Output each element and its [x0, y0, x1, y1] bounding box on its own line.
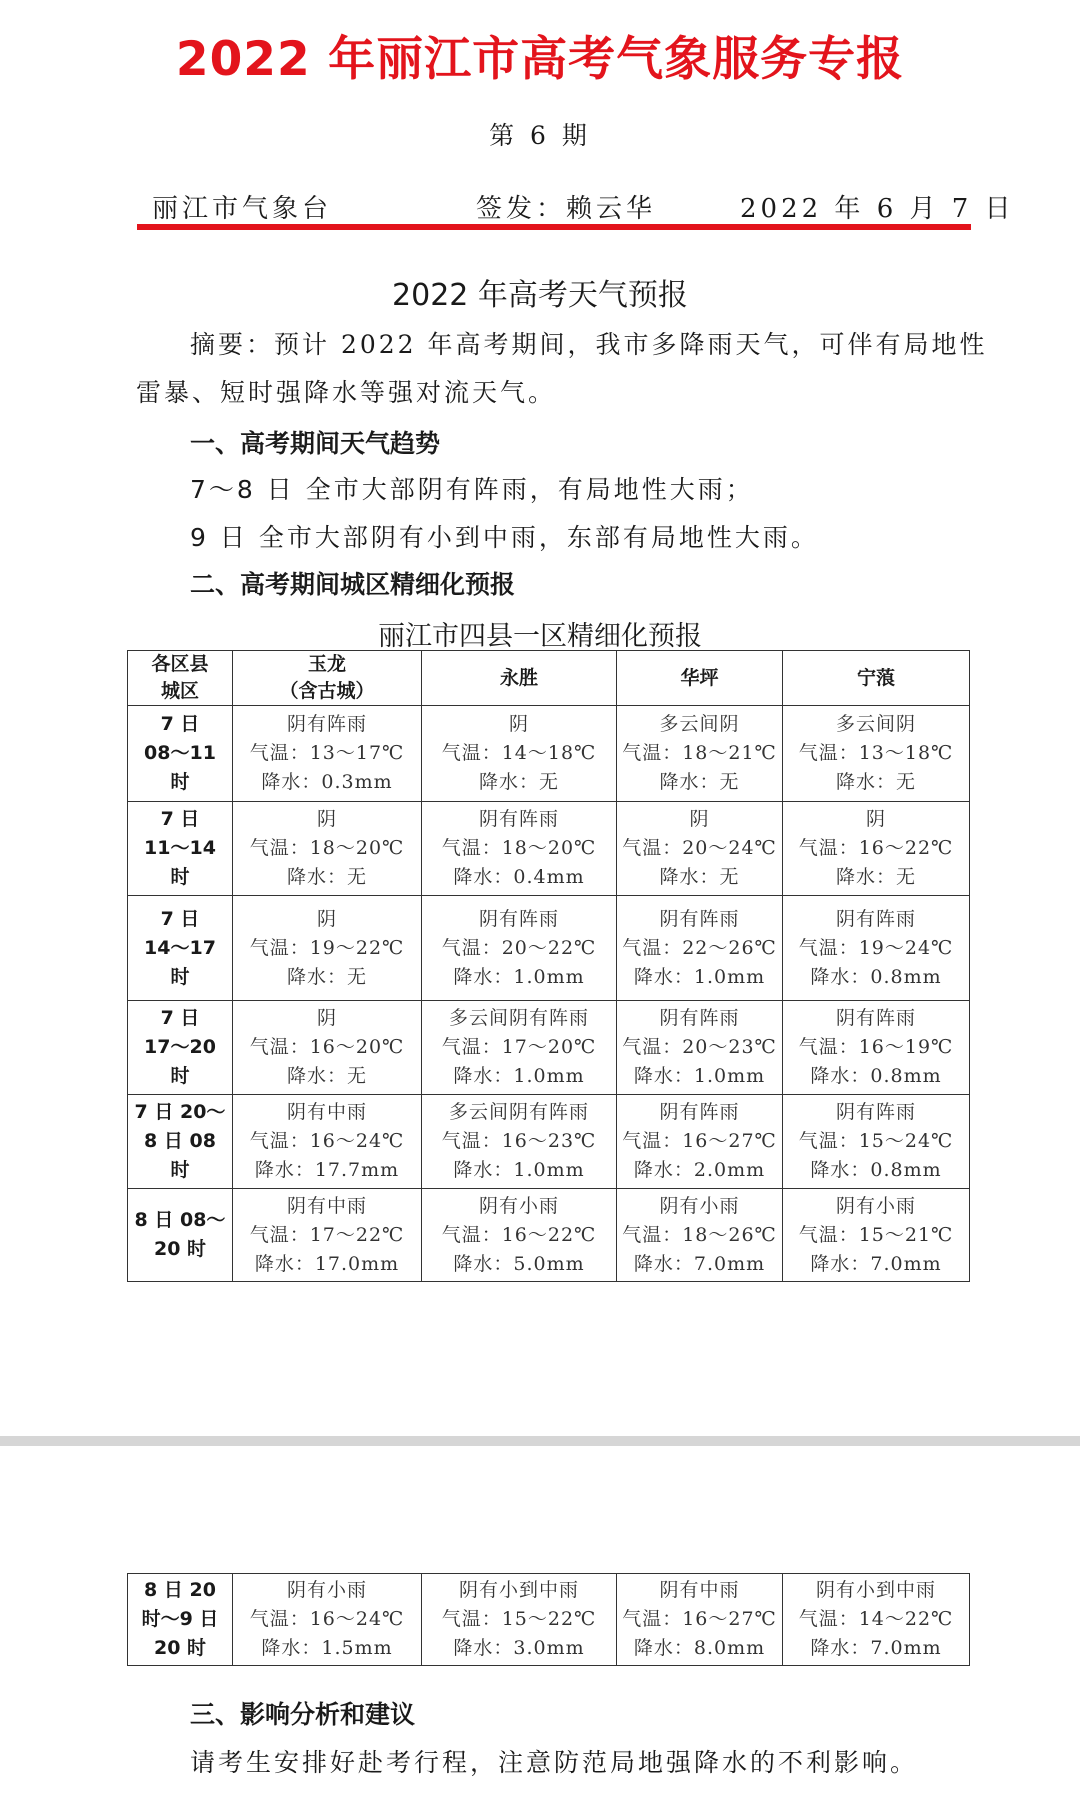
cell-line: 阴有阵雨 [659, 907, 740, 930]
cell-line: 8 日 20 [144, 1579, 216, 1601]
cell-line: 气温：20～22℃ [441, 936, 597, 959]
cell-line: 17～20 [144, 1036, 216, 1058]
cell-line: 多云间阴有阵雨 [448, 1007, 589, 1029]
forecast-cell [422, 1095, 617, 1189]
cell-line: 08～11 [144, 742, 216, 764]
cell-line: 7 日 20～ [134, 1101, 226, 1123]
time-period-cell [128, 1001, 233, 1095]
forecast-cell [783, 1001, 970, 1095]
forecast-cell [422, 706, 617, 802]
forecast-cell [617, 896, 783, 1001]
table-row [128, 802, 970, 896]
cell-line: 降水：无 [286, 965, 367, 988]
cell-line: 气温：18～20℃ [441, 837, 597, 859]
cell-line: 气温：15～22℃ [441, 1608, 597, 1630]
cell-line: 11～14 [144, 837, 216, 859]
cell-line: 降水：0.8mm [810, 1065, 942, 1087]
header-divider [137, 224, 971, 230]
time-period-cell [128, 896, 233, 1001]
cell-line: 阴有小到中雨 [458, 1579, 579, 1601]
cell-line: 气温：16～22℃ [798, 837, 954, 859]
cell-line: 气温：13～17℃ [249, 742, 405, 764]
trend-2-day: 9 日 [190, 523, 248, 552]
time-period-cell [128, 1095, 233, 1189]
cell-line: 阴有阵雨 [835, 1007, 916, 1029]
cell-line: 14～17 [144, 936, 216, 959]
cell-line: 气温：15～21℃ [798, 1223, 954, 1246]
cell-line: 气温：20～23℃ [622, 1036, 777, 1058]
cell-line: 时 [170, 866, 190, 888]
trend-1-text: 全市大部阴有阵雨，有局地性大雨； [305, 475, 754, 504]
cell-line: 降水：0.8mm [810, 1159, 942, 1181]
cell-line: 降水：0.8mm [810, 965, 942, 988]
signer: 签发：赖云华 [476, 194, 657, 224]
cell-line: 阴有阵雨 [835, 1101, 916, 1123]
forecast-cell [783, 1095, 970, 1189]
cell-line: 降水：无 [659, 771, 740, 793]
cell-line: 降水：3.0mm [453, 1637, 585, 1659]
cell-line: 降水：0.3mm [261, 771, 393, 793]
cell-line: 时 [170, 1065, 190, 1087]
cell-line: 阴有小到中雨 [815, 1579, 936, 1601]
cell-line: 8 日 08～ [134, 1209, 226, 1231]
cell-line: 降水：0.4mm [453, 866, 585, 888]
cell-line: 华坪 [680, 666, 719, 689]
cell-line: 气温：16～27℃ [622, 1130, 777, 1152]
cell-line: 降水：无 [835, 771, 916, 793]
cell-line: 宁蒗 [856, 666, 895, 689]
forecast-cell [783, 1189, 970, 1282]
cell-line: 气温：15～24℃ [798, 1130, 954, 1152]
cell-line: 降水：5.0mm [453, 1252, 585, 1275]
table-row [128, 1189, 970, 1282]
forecast-cell [233, 706, 422, 802]
cell-line: 永胜 [499, 666, 538, 689]
forecast-cell [617, 706, 783, 802]
cell-line: 7 日 [160, 907, 200, 930]
cell-line: 降水：无 [835, 866, 916, 888]
cell-line: 气温：18～20℃ [249, 837, 405, 859]
trend-line-1 [190, 470, 754, 506]
column-header [617, 651, 783, 706]
cell-line: 阴 [689, 808, 710, 830]
table-row [128, 896, 970, 1001]
issue-number: 第 6 期 [489, 121, 591, 150]
forecast-cell [422, 1001, 617, 1095]
cell-line: 阴有中雨 [286, 1194, 367, 1217]
cell-line: 城区 [160, 680, 199, 702]
column-header [128, 651, 233, 706]
forecast-table [127, 650, 970, 1282]
section-2-heading: 二、高考期间城区精细化预报 [190, 570, 516, 599]
forecast-cell [233, 1189, 422, 1282]
cell-line: 阴 [865, 808, 886, 830]
forecast-table-continued [127, 1573, 970, 1666]
cell-line: 气温：14～18℃ [441, 742, 597, 764]
cell-line: 气温：19～24℃ [798, 936, 954, 959]
forecast-cell [422, 1189, 617, 1282]
cell-line: 阴有阵雨 [478, 808, 559, 830]
cell-line: 7 日 [160, 713, 200, 735]
cell-line: 各区县 [151, 653, 209, 675]
cell-line: 降水：无 [478, 771, 559, 793]
cell-line: 降水：7.0mm [810, 1252, 942, 1275]
forecast-cell [617, 1001, 783, 1095]
cell-line: 降水：1.0mm [453, 965, 585, 988]
cell-line: 气温：22～26℃ [622, 936, 777, 959]
trend-2-text: 全市大部阴有小到中雨，东部有局地性大雨。 [258, 523, 819, 552]
summary-line-1: 摘要：预计 2022 年高考期间，我市多降雨天气，可伴有局地性 [190, 330, 988, 359]
forecast-cell [617, 1095, 783, 1189]
forecast-cell [617, 1189, 783, 1282]
cell-line: 阴 [508, 713, 529, 735]
forecast-cell [617, 1574, 783, 1666]
cell-line: 阴有小雨 [286, 1579, 367, 1601]
cell-line: 多云间阴 [835, 713, 916, 735]
cell-line: 7 日 [160, 1007, 200, 1029]
table-row [128, 1001, 970, 1095]
cell-line: 阴有阵雨 [286, 713, 367, 735]
cell-line: 降水：1.0mm [633, 965, 766, 988]
cell-line: 降水：无 [286, 1065, 367, 1087]
document-subtitle: 2022 年高考天气预报 [392, 278, 688, 313]
page-break [0, 1436, 1080, 1446]
forecast-cell [783, 802, 970, 896]
cell-line: 气温：14～22℃ [798, 1608, 954, 1630]
cell-line: 时 [170, 771, 190, 793]
forecast-cell [783, 896, 970, 1001]
cell-line: 降水：1.0mm [453, 1065, 585, 1087]
time-period-cell [128, 1189, 233, 1282]
cell-line: 气温：16～20℃ [249, 1036, 405, 1058]
cell-line: 20 时 [153, 1637, 207, 1659]
forecast-cell [617, 802, 783, 896]
trend-1-day: 7～8 日 [190, 475, 295, 504]
forecast-cell [233, 802, 422, 896]
cell-line: 气温：17～22℃ [249, 1223, 405, 1246]
cell-line: 降水：8.0mm [633, 1637, 766, 1659]
section-3-heading: 三、影响分析和建议 [190, 1700, 416, 1729]
cell-line: 20 时 [153, 1238, 207, 1260]
table-header-row [128, 651, 970, 706]
cell-line: 阴有小雨 [478, 1194, 559, 1217]
issue-date: 2022 年 6 月 7 日 [740, 194, 1015, 224]
cell-line: 时～9 日 [141, 1608, 219, 1630]
time-period-cell [128, 802, 233, 896]
cell-line: 7 日 [160, 808, 200, 830]
cell-line: 多云间阴有阵雨 [448, 1101, 589, 1123]
forecast-cell [233, 1574, 422, 1666]
cell-line: 阴有小雨 [659, 1194, 740, 1217]
trend-line-2 [190, 518, 819, 554]
cell-line: 降水：17.7mm [254, 1159, 400, 1181]
cell-line: 阴有阵雨 [835, 907, 916, 930]
cell-line: 阴有阵雨 [659, 1007, 740, 1029]
cell-line: 气温：18～26℃ [622, 1223, 777, 1246]
cell-line: 阴有阵雨 [659, 1101, 740, 1123]
forecast-cell [233, 1001, 422, 1095]
table-row [128, 706, 970, 802]
column-header [233, 651, 422, 706]
table-row [128, 1574, 970, 1666]
cell-line: 降水：无 [659, 866, 740, 888]
cell-line: 阴 [316, 1007, 337, 1029]
forecast-cell [783, 1574, 970, 1666]
cell-line: 降水：无 [286, 866, 367, 888]
cell-line: 阴 [316, 808, 337, 830]
cell-line: 阴有阵雨 [478, 907, 559, 930]
cell-line: 气温：16～23℃ [441, 1130, 597, 1152]
forecast-cell [233, 896, 422, 1001]
cell-line: 阴有小雨 [835, 1194, 916, 1217]
cell-line: 多云间阴 [659, 713, 740, 735]
forecast-cell [783, 706, 970, 802]
column-header [422, 651, 617, 706]
cell-line: 气温：16～24℃ [249, 1130, 405, 1152]
forecast-cell [422, 896, 617, 1001]
section-1-heading: 一、高考期间天气趋势 [190, 429, 441, 458]
cell-line: 时 [170, 965, 190, 988]
cell-line: 阴有中雨 [286, 1101, 367, 1123]
cell-line: 气温：16～22℃ [441, 1223, 597, 1246]
table-title: 丽江市四县一区精细化预报 [378, 621, 702, 652]
cell-line: 降水：1.0mm [633, 1065, 766, 1087]
time-period-cell [128, 1574, 233, 1666]
cell-line: （含古城） [279, 680, 375, 702]
cell-line: 气温：16～27℃ [622, 1608, 777, 1630]
cell-line: 气温：19～22℃ [249, 936, 405, 959]
forecast-cell [422, 1574, 617, 1666]
table-row [128, 1095, 970, 1189]
forecast-cell [233, 1095, 422, 1189]
forecast-cell [422, 802, 617, 896]
advice-text: 请考生安排好赴考行程，注意防范局地强降水的不利影响。 [190, 1748, 919, 1777]
cell-line: 气温：17～20℃ [441, 1036, 597, 1058]
cell-line: 玉龙 [307, 653, 346, 675]
cell-line: 降水：17.0mm [254, 1252, 400, 1275]
cell-line: 降水：1.0mm [453, 1159, 585, 1181]
main-title: 2022 年丽江市高考气象服务专报 [175, 32, 905, 87]
cell-line: 气温：16～24℃ [249, 1608, 405, 1630]
cell-line: 降水：7.0mm [633, 1252, 766, 1275]
cell-line: 气温：13～18℃ [798, 742, 954, 764]
cell-line: 8 日 08 [144, 1130, 216, 1152]
issuing-organization: 丽江市气象台 [152, 194, 333, 224]
cell-line: 阴 [316, 907, 337, 930]
cell-line: 气温：20～24℃ [622, 837, 777, 859]
time-period-cell [128, 706, 233, 802]
cell-line: 降水：1.5mm [261, 1637, 393, 1659]
cell-line: 降水：2.0mm [633, 1159, 766, 1181]
cell-line: 时 [170, 1159, 190, 1181]
summary-line-2: 雷暴、短时强降水等强对流天气。 [136, 378, 557, 407]
column-header [783, 651, 970, 706]
cell-line: 气温：18～21℃ [622, 742, 777, 764]
cell-line: 降水：7.0mm [810, 1637, 942, 1659]
cell-line: 阴有中雨 [659, 1579, 740, 1601]
cell-line: 气温：16～19℃ [798, 1036, 954, 1058]
